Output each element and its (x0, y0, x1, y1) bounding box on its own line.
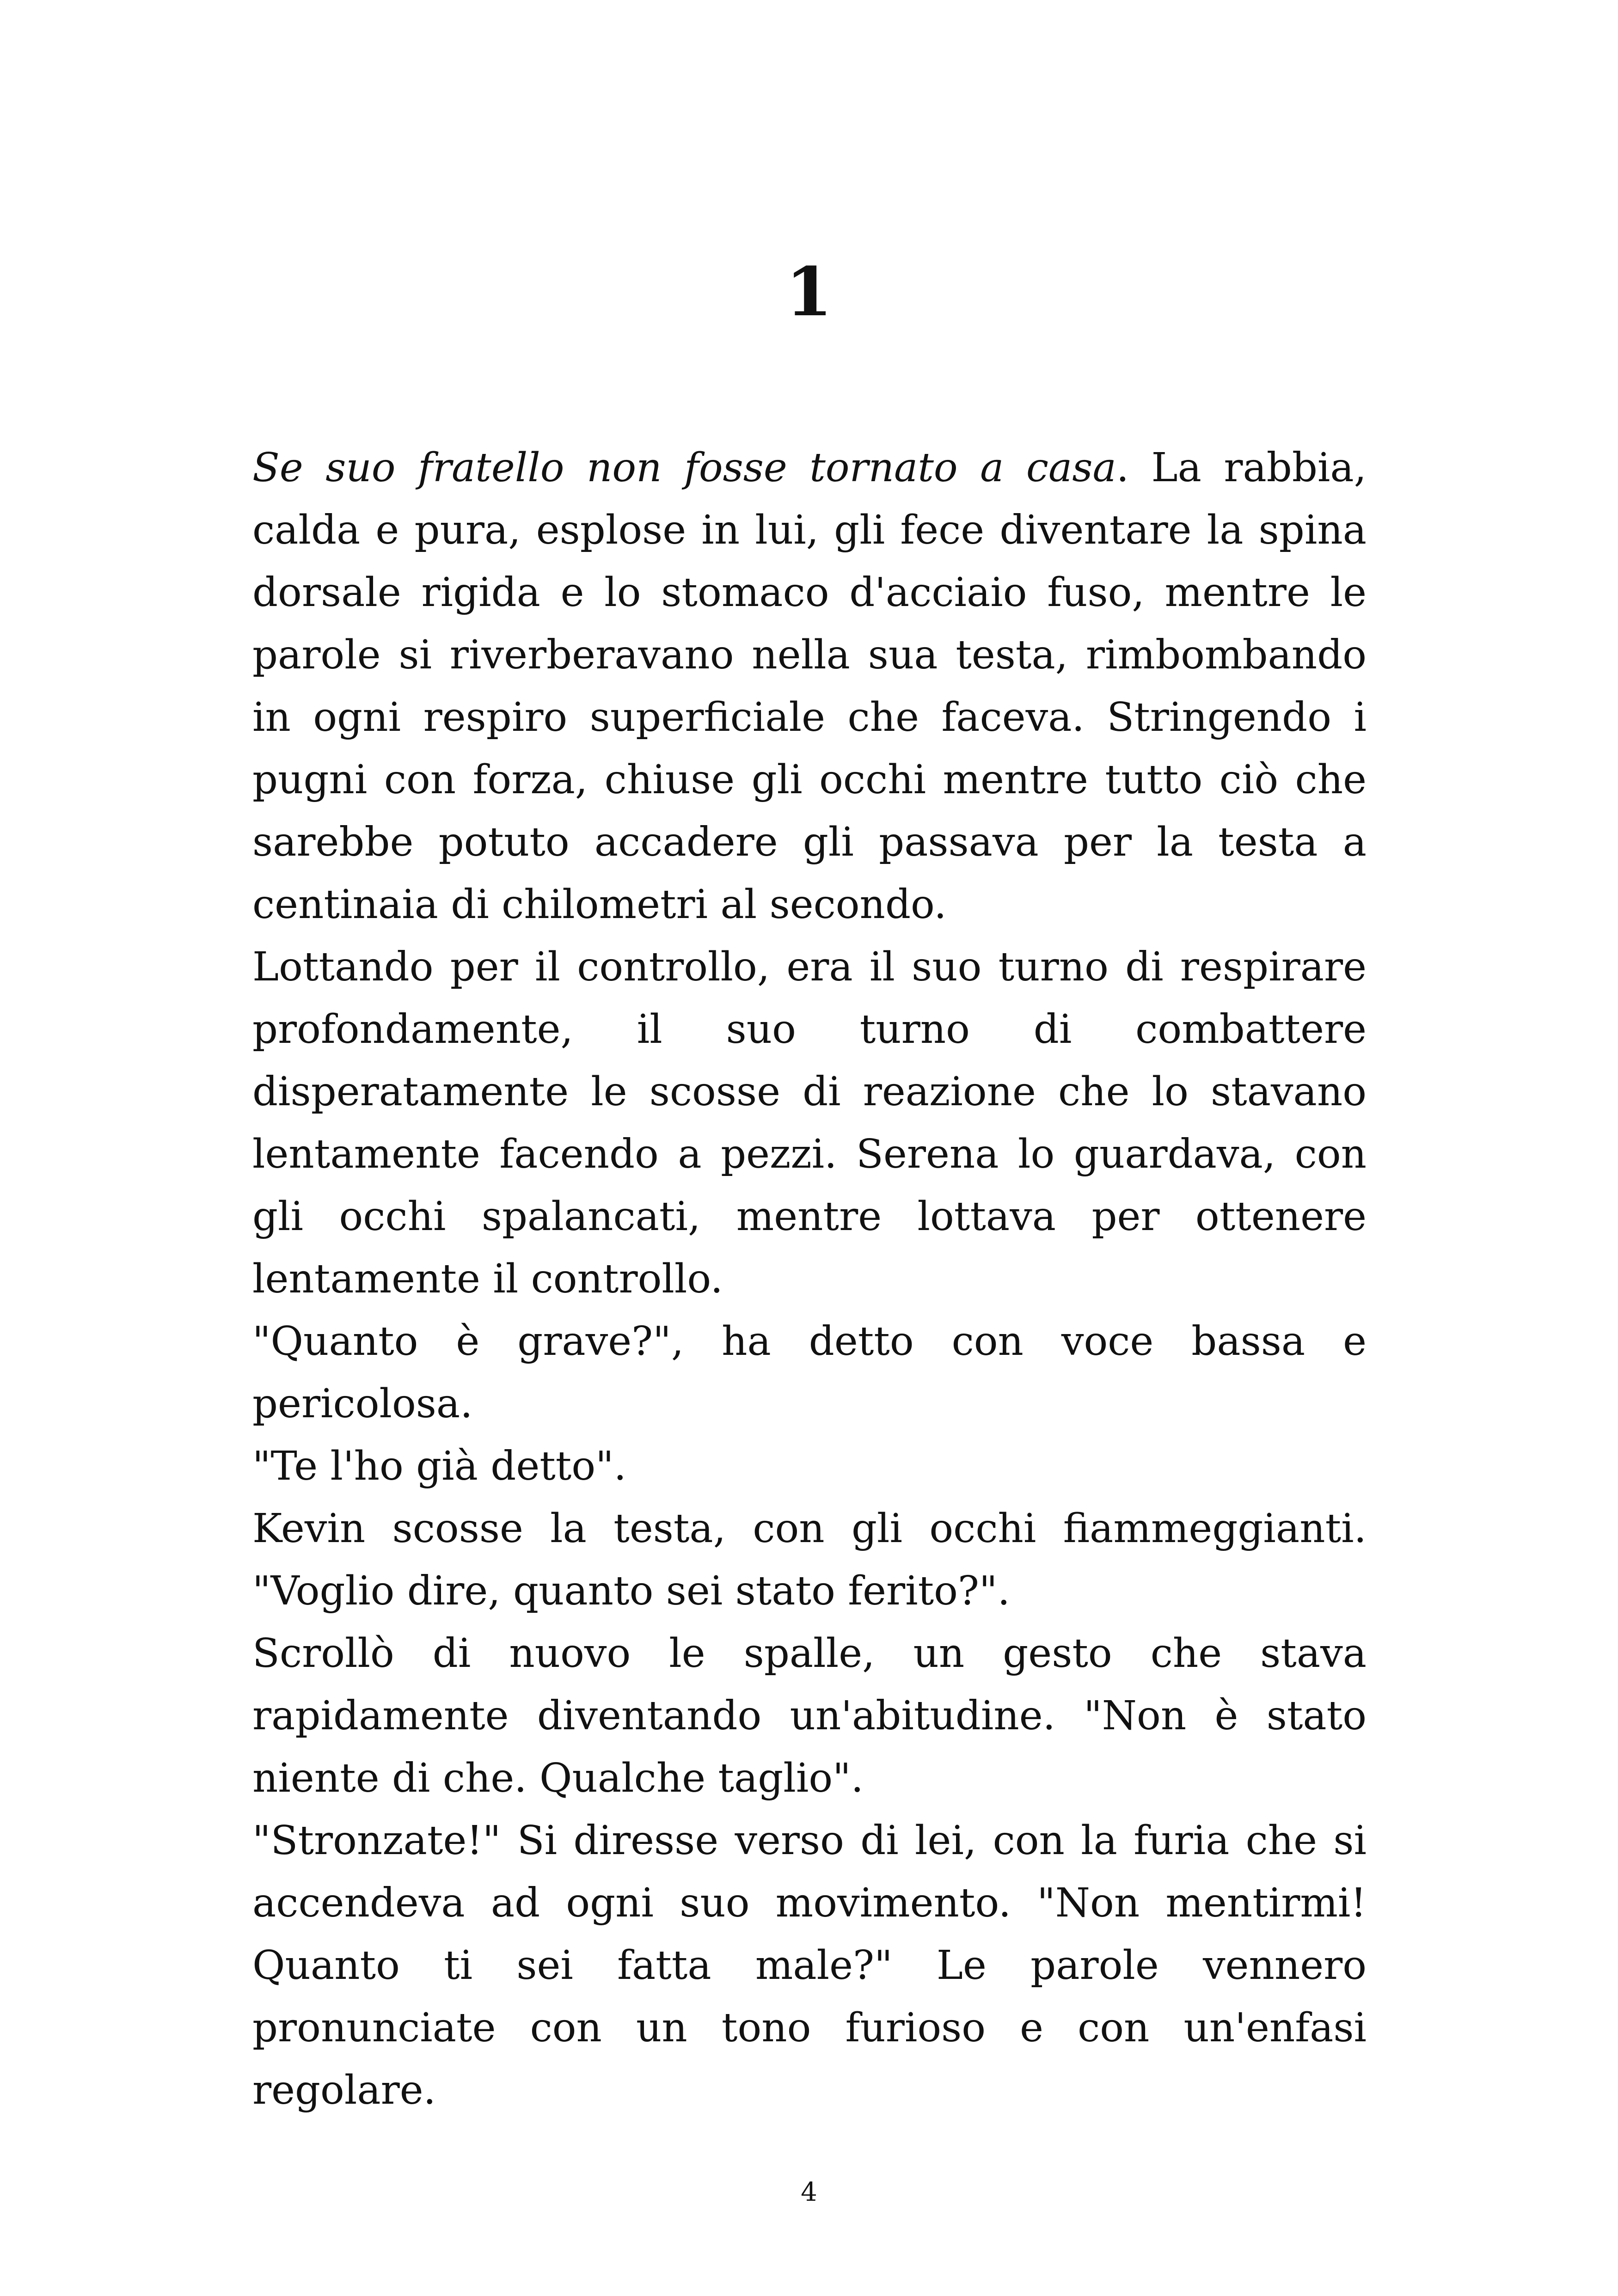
page-number: 4 (801, 2177, 817, 2207)
paragraph-text: . La rabbia, calda e pura, esplose in lui, gli fece diventare la spina dorsale rigida e lo stomaco d'acciaio fuso, mentre le parole si riverberavano nella sua testa, rimbombando in ogni respiro superficiale che faceva. Stringendo i pugni con forza, chiuse gli occhi mentre tutto ciò che sarebbe potuto accadere gli passava per la testa a centinaia di chilometri al secondo. (252, 445, 1367, 928)
paragraph: "Quanto è grave?", ha detto con voce bassa e pericolosa. (252, 1318, 1367, 1427)
paragraph: Scrollò di nuovo le spalle, un gesto che stava rapidamente diventando un'abitudine. "Non è stato niente di che. Qualche taglio". (252, 1630, 1367, 1801)
paragraph (252, 437, 1367, 936)
chapter-number: 1 (785, 253, 833, 331)
paragraph: Lottando per il controllo, era il suo turno di respirare profondamente, il suo turno di combattere disperatamente le scosse di reazione che lo stavano lentamente facendo a pezzi. Serena lo guardava, con gli occhi spalancati, mentre lottava per ottenere lentamente il controllo. (252, 944, 1367, 1302)
paragraph: "Stronzate!" Si diresse verso di lei, con la furia che si accendeva ad ogni suo movimento. "Non mentirmi! Quanto ti sei fatta male?" Le parole vennero pronunciate con un tono furioso e con un'enfasi regolare. (252, 1818, 1367, 2113)
paragraph: Kevin scosse la testa, con gli occhi fiammeggianti. "Voglio dire, quanto sei stato ferito?". (252, 1506, 1367, 1614)
chapter-body (252, 437, 1367, 2122)
paragraph: "Te l'ho già detto". (252, 1443, 627, 1489)
italic-lead: Se suo fratello non fosse tornato a casa (252, 445, 1116, 491)
